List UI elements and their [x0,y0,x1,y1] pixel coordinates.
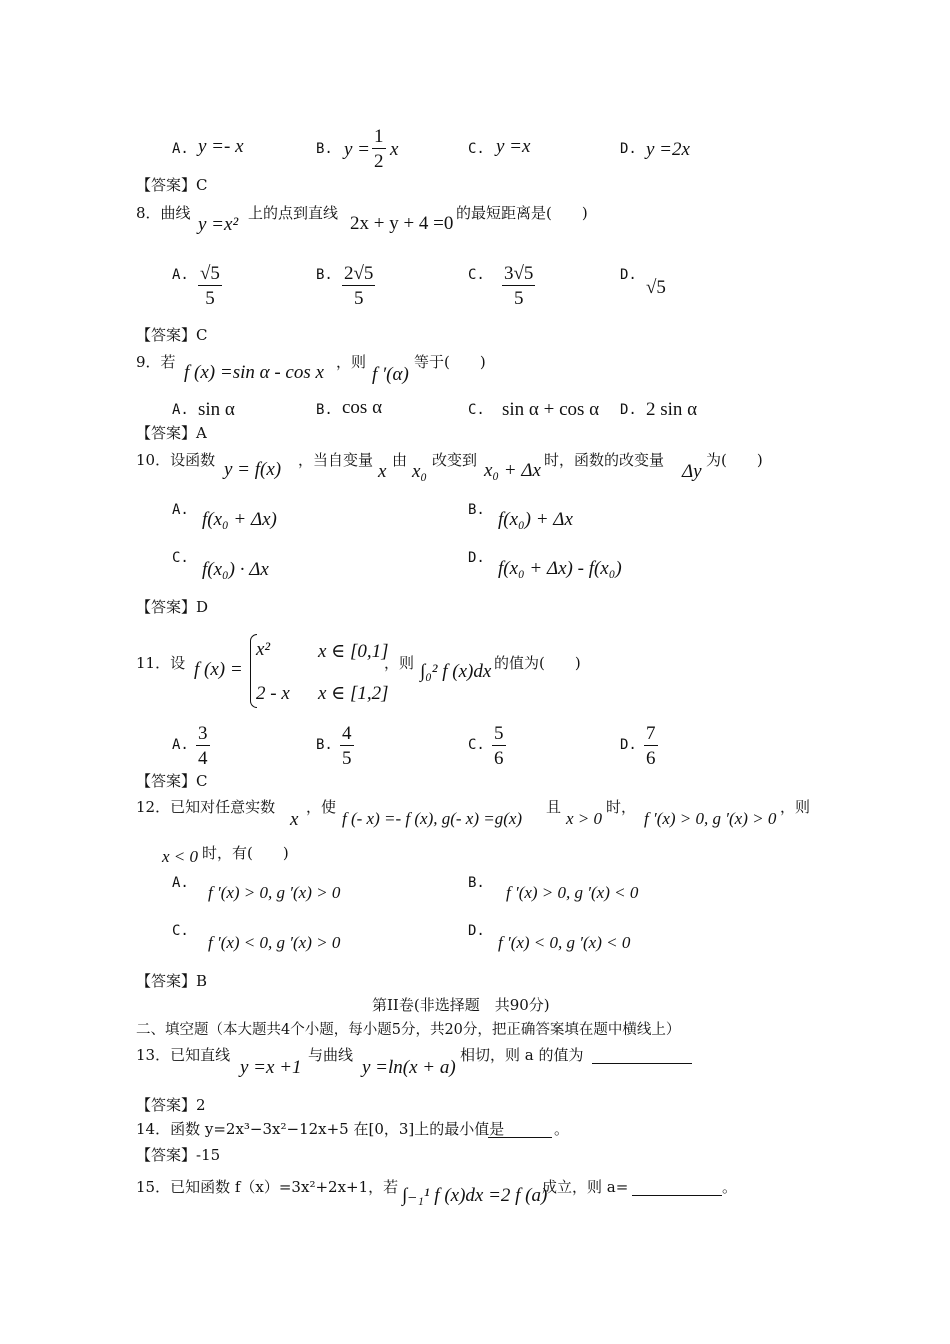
q9-stem-prefix: 9．若 [136,353,176,371]
q7-option-d-label: D. [620,141,637,157]
q10-stem-t4: 时，函数的改变量 [544,451,665,469]
q8-curve: y =x² [198,214,239,235]
q13-curve: y =ln(x + a) [362,1057,456,1078]
q12-option-b: f ′(x) > 0, g ′(x) < 0 [506,883,639,902]
q11-answer: 【答案】C [136,772,208,790]
q7-option-b-denominator: 2 [374,151,384,172]
q14-stem-end: 。 [554,1120,570,1138]
q11-option-a-denominator: 4 [198,748,208,769]
q7-answer: 【答案】C [136,176,208,194]
q11-option-c-label: C. [468,737,485,753]
q10-function: y = f(x) [224,459,282,480]
q7-option-c-label: C. [468,141,485,157]
q10-stem-t5: 为( ) [706,451,763,469]
q13-stem-suffix: 相切，则 a 的值为 [460,1046,584,1064]
q13-stem-prefix: 13．已知直线 [136,1046,231,1064]
q12-stem-t1: ，使 [306,798,337,816]
q9-function: f (x) =sin α - cos x [184,362,324,383]
q9-option-b-label: B. [316,402,333,418]
q10-option-a-label: A. [172,502,189,518]
q10-stem-t3: 改变到 [432,451,478,469]
q9-derivative: f ′(α) [372,364,409,385]
q13-answer: 【答案】2 [136,1096,206,1114]
q11-option-d-fraction [644,724,658,768]
q11-option-c-denominator: 6 [494,748,504,769]
q8-option-c-denominator: 5 [513,288,524,309]
q15-stem-suffix: 成立，则 a= [542,1178,629,1196]
q8-option-c-label: C. [468,267,485,283]
q12-option-d: f ′(x) < 0, g ′(x) < 0 [498,933,631,952]
q11-case1-domain: x ∈ [0,1] [318,641,389,662]
q12-option-c-label: C. [172,923,189,939]
q8-option-c-numerator: 3√5 [504,263,534,284]
q8-stem-mid: 上的点到直线 [248,204,339,222]
q12-stem-prefix: 12．已知对任意实数 [136,798,276,816]
q15-stem-end: 。 [722,1178,738,1196]
q12-option-a: f ′(x) > 0, g ′(x) > 0 [208,883,341,902]
q11-option-b-numerator: 4 [342,723,352,744]
q7-option-b-fraction [372,127,386,171]
q7-option-b-rhs: x [390,139,399,160]
q12-x-positive: x > 0 [566,809,603,828]
q10-option-d: f(x₀ + Δx) - f(x₀) [498,558,622,579]
q9-option-a: sin α [198,399,235,420]
q10-option-b-label: B. [468,502,485,518]
q13-stem-mid: 与曲线 [308,1046,354,1064]
q9-option-b: cos α [342,397,383,418]
q14-answer: 【答案】-15 [136,1146,221,1164]
part2-title: 第II卷(非选择题 共90分) [372,996,550,1014]
q13-line: y =x +1 [240,1057,302,1078]
q10-x0: x₀ [412,461,428,482]
q11-function-lhs: f (x) = [194,659,243,680]
q10-answer: 【答案】D [136,598,209,616]
q11-stem-mid: ，则 [384,654,415,672]
q12-stem-t4: ，则 [780,798,811,816]
q11-option-a-label: A. [172,737,189,753]
q11-option-b-fraction [340,724,354,768]
q9-answer: 【答案】A [136,424,207,442]
q14-stem: 14．函数 y=2x³−3x²−12x+5 在[0，3]上的最小值是 [136,1120,505,1138]
q15-integral-equation: ∫₋₁¹ f (x)dx =2 f (a) [402,1185,548,1206]
q7-option-a-label: A. [172,141,189,157]
q10-x0-plus-dx: x₀ + Δx [484,460,541,481]
q8-option-a-fraction [198,264,222,308]
q11-case1-expr: x² [256,639,271,660]
q11-option-c-fraction [492,724,506,768]
q14-answer-blank [488,1137,552,1138]
q11-case2-domain: x ∈ [1,2] [318,683,389,704]
q13-answer-blank [592,1063,692,1064]
q8-option-c-fraction [502,264,535,308]
q8-option-b-numerator: 2√5 [344,263,374,284]
q10-option-c-label: C. [172,550,189,566]
q7-option-b-numerator: 1 [374,126,384,147]
q11-option-b-denominator: 5 [342,748,352,769]
q10-delta-y: Δy [682,461,702,482]
q7-option-d: y =2x [646,139,690,160]
q8-option-a-denominator: 5 [205,288,215,309]
q11-case2-expr: 2 - x [256,683,290,704]
q11-option-d-label: D. [620,737,637,753]
q9-stem-suffix: 等于( ) [414,353,486,371]
q8-option-b-label: B. [316,267,333,283]
q8-stem-suffix: 的最短距离是( ) [456,204,588,222]
q8-option-b-denominator: 5 [353,288,364,309]
q8-option-a-numerator: √5 [200,263,220,284]
q8-option-a-label: A. [172,267,189,283]
q9-option-d: 2 sin α [646,399,698,420]
q12-option-c: f ′(x) < 0, g ′(x) > 0 [208,933,341,952]
q12-option-b-label: B. [468,875,485,891]
q10-option-d-label: D. [468,550,485,566]
q8-answer: 【答案】C [136,326,208,344]
q11-option-b-label: B. [316,737,333,753]
q11-option-c-numerator: 5 [494,723,504,744]
q10-option-c: f(x₀) · Δx [202,559,269,580]
q10-variable: x [378,461,387,482]
q8-line: 2x + y + 4 =0 [350,213,454,234]
q11-integral: ∫₀² f (x)dx [420,661,492,682]
section-heading: 二、填空题（本大题共4个小题，每小题5分，共20分，把正确答案填在题中横线上） [136,1022,681,1038]
q8-option-d: √5 [646,277,666,298]
q8-option-b-fraction [342,264,375,308]
q15-answer-blank [632,1195,722,1196]
q9-option-c: sin α + cos α [502,399,600,420]
q12-answer: 【答案】B [136,972,208,990]
q7-option-b-label: B. [316,141,333,157]
q9-stem-mid: ，则 [336,353,367,371]
q7-option-b-lhs: y = [344,139,371,160]
q12-derivative-condition: f ′(x) > 0, g ′(x) > 0 [644,809,777,828]
q9-option-a-label: A. [172,402,189,418]
q10-stem-t1: ，当自变量 [298,451,374,469]
q8-option-d-label: D. [620,267,637,283]
q12-stem-t5: 时，有( ) [202,844,289,862]
q10-option-b: f(x₀) + Δx [498,509,573,530]
q12-variable: x [290,809,299,830]
q12-stem-t3: 时， [606,798,637,816]
q15-stem-prefix: 15．已知函数 f（x）=3x²+2x+1，若 [136,1178,399,1196]
q11-option-d-numerator: 7 [646,723,656,744]
q12-option-d-label: D. [468,923,485,939]
q12-stem-t2: 且 [546,798,562,816]
q11-option-a-numerator: 3 [198,723,208,744]
q11-stem-suffix: 的值为( ) [494,654,581,672]
q7-option-a: y =- x [198,136,244,157]
q9-option-c-label: C. [468,402,485,418]
q9-option-d-label: D. [620,402,637,418]
q12-x-negative: x < 0 [162,847,199,866]
q11-stem-prefix: 11．设 [136,654,186,672]
q10-option-a: f(x₀ + Δx) [202,509,277,530]
q12-option-a-label: A. [172,875,189,891]
q10-stem-prefix: 10．设函数 [136,451,216,469]
q10-stem-t2: 由 [392,451,408,469]
q11-option-a-fraction [196,724,210,768]
q12-condition: f (- x) =- f (x), g(- x) =g(x) [342,809,523,828]
q11-option-d-denominator: 6 [646,748,656,769]
q7-option-c: y =x [496,136,531,157]
q8-stem-prefix: 8．曲线 [136,204,191,222]
